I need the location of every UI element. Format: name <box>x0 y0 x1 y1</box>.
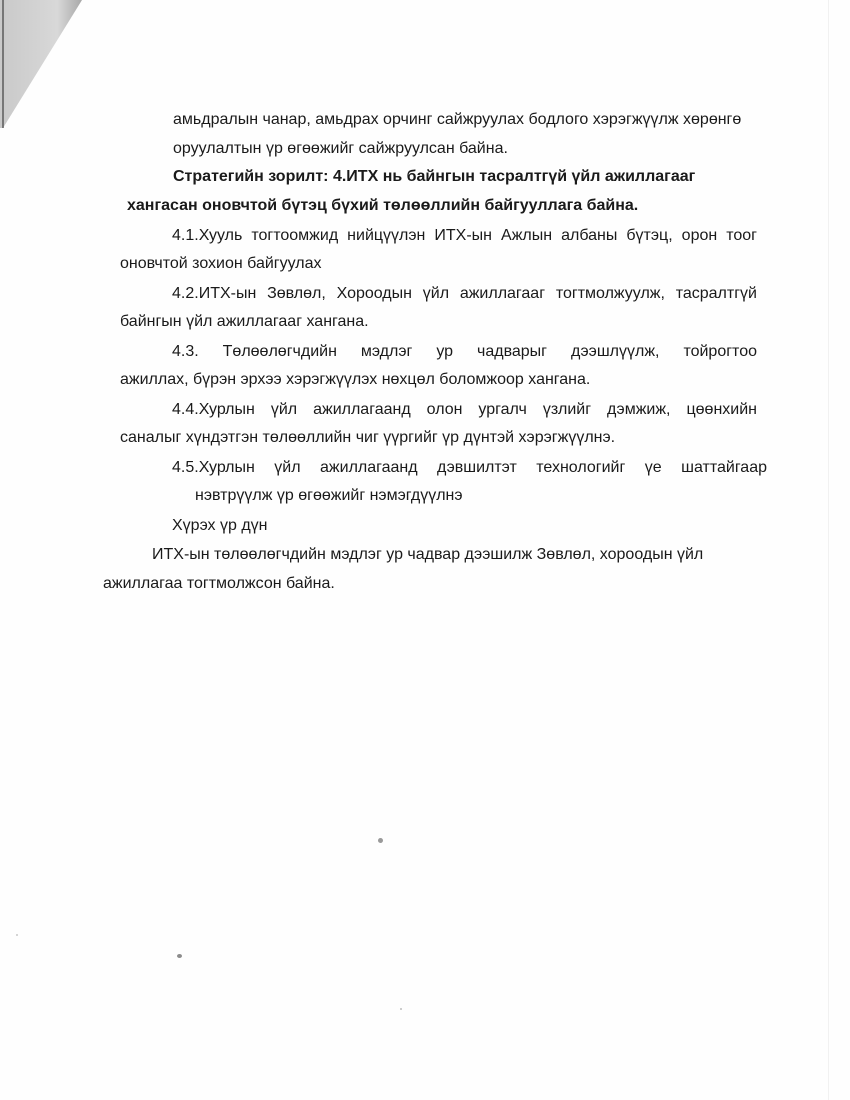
goal-heading-line-2: хангасан оновчтой бүтэц бүхий төлөөллийн байгууллага байна. <box>127 197 639 214</box>
intro-line-2: оруулалтын үр өгөөжийг сайжруулсан байна. <box>173 140 508 157</box>
scan-speck <box>16 934 18 936</box>
item-4-1-line-2: оновчтой зохион байгуулах <box>120 255 322 272</box>
item-4-4-line-2: саналыг хүндэтгэн төлөөллийн чиг үүргийг үр дүнтэй хэрэгжүүлнэ. <box>120 429 616 446</box>
scan-speck <box>177 954 182 958</box>
intro-line-1: амьдралын чанар, амьдрах орчинг сайжруулах бодлого хэрэгжүүлж хөрөнгө <box>173 111 742 128</box>
item-4-1-line-1: 4.1.Хууль тогтоомжид нийцүүлэн ИТХ-ын Ажлын албаны бүтэц, орон тоог <box>172 227 757 244</box>
item-4-3-line-1: 4.3. Төлөөлөгчдийн мэдлэг ур чадварыг дээшлүүлж, тойрогтоо <box>172 343 757 360</box>
outcome-heading: Хүрэх үр дүн <box>172 517 268 534</box>
goal-heading-line-1: Стратегийн зорилт: 4.ИТХ нь байнгын тасралтгүй үйл ажиллагааг <box>173 168 696 185</box>
item-4-2-line-1: 4.2.ИТХ-ын Зөвлөл, Хороодын үйл ажиллагааг тогтмолжуулж, тасралтгүй <box>172 285 757 302</box>
scan-edge <box>828 0 829 1100</box>
item-4-4-line-1: 4.4.Хурлын үйл ажиллагаанд олон ургалч үзлийг дэмжиж, цөөнхийн <box>172 401 757 418</box>
scan-speck <box>400 1008 402 1010</box>
outcome-line-1: ИТХ-ын төлөөлөгчдийн мэдлэг ур чадвар дээшилж Зөвлөл, хороодын үйл <box>152 546 704 563</box>
item-4-5-line-1: 4.5.Хурлын үйл ажиллагаанд дэвшилтэт технологийг үе шаттайгаар <box>172 459 767 476</box>
folded-corner-shape <box>0 0 90 130</box>
item-4-3-line-2: ажиллах, бүрэн эрхээ хэрэгжүүлэх нөхцөл боломжоор хангана. <box>120 371 591 388</box>
item-4-2-line-2: байнгын үйл ажиллагааг хангана. <box>120 313 369 330</box>
outcome-line-2: ажиллагаа тогтмолжсон байна. <box>103 575 335 592</box>
scan-speck <box>378 838 383 843</box>
item-4-5-line-2: нэвтрүүлж үр өгөөжийг нэмэгдүүлнэ <box>195 487 463 504</box>
